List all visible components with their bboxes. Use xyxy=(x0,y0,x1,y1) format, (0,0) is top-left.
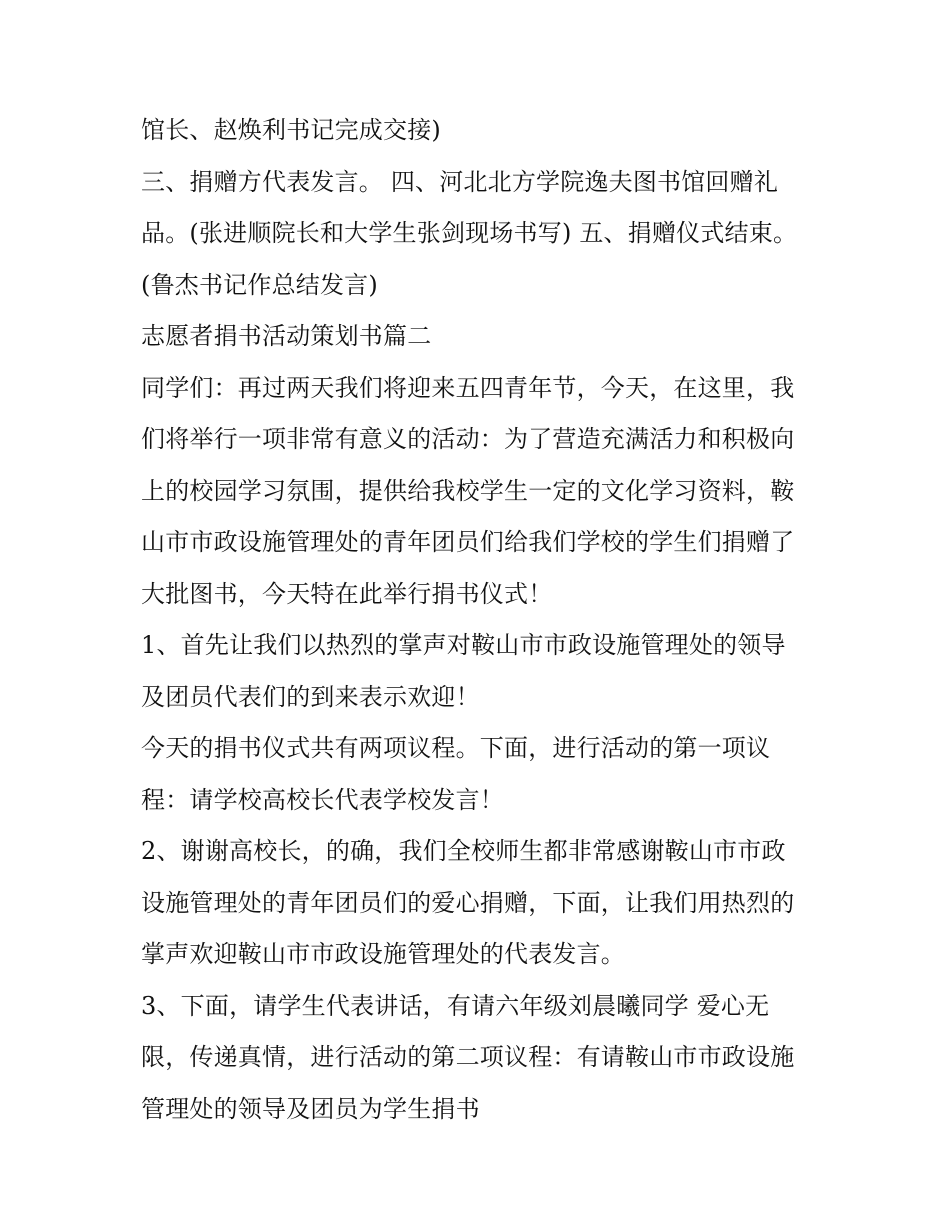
text-line: (鲁杰书记作总结发言) xyxy=(141,270,378,299)
section-heading: 志愿者捐书活动策划书篇二 xyxy=(141,322,432,350)
text-line: 同学们：再过两天我们将迎来五四青年节，今天，在这里，我 xyxy=(141,373,795,402)
text-line: 今天的捐书仪式共有两项议程。下面，进行活动的第一项议 xyxy=(141,734,771,762)
text-line: 设施管理处的青年团员们的爱心捐赠，下面，让我们用热烈的 xyxy=(141,888,795,917)
text-line: 山市市政设施管理处的青年团员们给我们学校的学生们捐赠了 xyxy=(141,528,795,556)
text-line: 1、首先让我们以热烈的掌声对鞍山市市政设施管理处的领导 xyxy=(141,631,786,659)
text-line: 管理处的领导及团员为学生捐书 xyxy=(141,1094,480,1123)
text-line: 大批图书，今天特在此举行捐书仪式！ xyxy=(141,579,553,608)
text-line: 们将举行一项非常有意义的活动：为了营造充满活力和积极向 xyxy=(141,425,795,453)
text-line: 3、下面，请学生代表讲话，有请六年级刘晨曦同学 爱心无 xyxy=(141,991,770,1020)
text-line: 上的校园学习氛围，提供给我校学生一定的文化学习资料，鞍 xyxy=(141,476,795,505)
text-line: 品。(张进顺院长和大学生张剑现场书写) 五、捐赠仪式结束。 xyxy=(141,219,798,247)
text-line: 馆长、赵焕利书记完成交接) xyxy=(141,116,441,144)
text-line: 三、捐赠方代表发言。 四、河北北方学院逸夫图书馆回赠礼 xyxy=(141,167,779,196)
text-line: 及团员代表们的到来表示欢迎！ xyxy=(141,682,480,711)
text-line: 限，传递真情，进行活动的第二项议程：有请鞍山市市政设施 xyxy=(141,1043,795,1071)
text-line: 2、谢谢高校长，的确，我们全校师生都非常感谢鞍山市市政 xyxy=(141,837,786,865)
text-line: 掌声欢迎鞍山市市政设施管理处的代表发言。 xyxy=(141,940,625,968)
document-body xyxy=(141,105,821,1135)
text-line: 程：请学校高校长代表学校发言！ xyxy=(141,785,504,814)
